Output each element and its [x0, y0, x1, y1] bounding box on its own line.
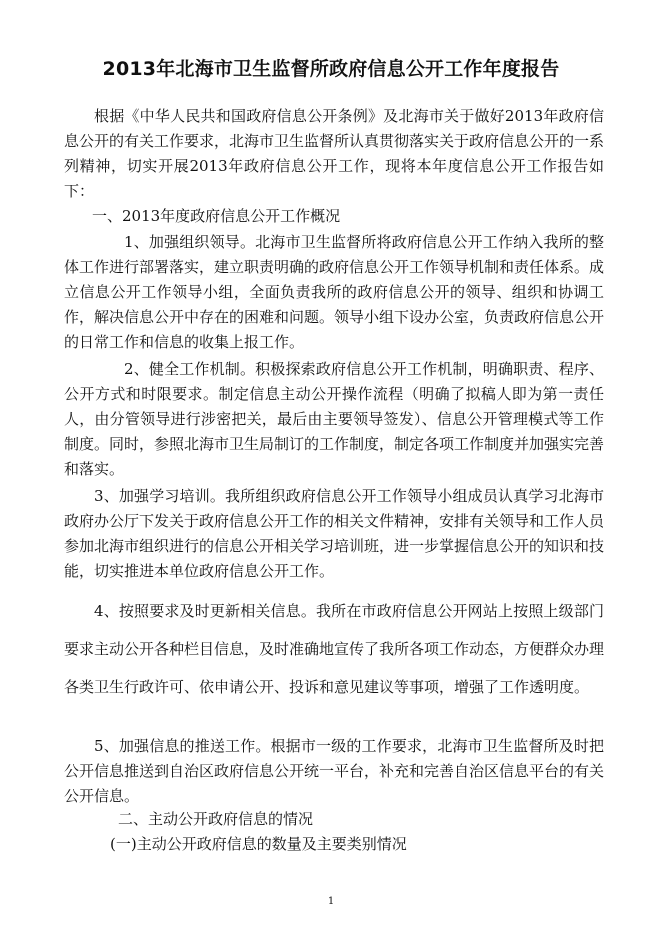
intro-paragraph: 根据《中华人民共和国政府信息公开条例》及北海市关于做好2013年政府信息公开的有关工作要求，北海市卫生监督所认真贯彻落实关于政府信息公开的一系列精神，切实开展2013年政府信息公开工作，现将本年度信息公开工作报告如下：: [64, 107, 605, 200]
item-work-mechanism: 2、健全工作机制。积极探索政府信息公开工作机制，明确职责、程序、公开方式和时限要求。制定信息主动公开操作流程（明确了拟稿人即为第一责任人，由分管领导进行涉密把关，最后由主要领导签发）、信息公开管理模式等工作制度。同时，参照北海市卫生局制订的工作制度，制定各项工作制度并加强实完善和落实。: [64, 360, 605, 478]
item-update-information: 4、按照要求及时更新相关信息。我所在市政府信息公开网站上按照上级部门要求主动公开各种栏目信息，及时准确地宣传了我所各项工作动态，方便群众办理各类卫生行政许可、依申请公开、投诉和意见建议等事项，增强了工作透明度。: [64, 602, 605, 696]
subsection-heading-quantity-categories: (一)主动公开政府信息的数量及主要类别情况: [110, 835, 407, 853]
item-study-training: 3、加强学习培训。我所组织政府信息公开工作领导小组成员认真学习北海市政府办公厅下发关于政府信息公开工作的相关文件精神，安排有关领导和工作人员参加北海市组织进行的信息公开相关学习培训班，进一步掌握信息公开的知识和技能，切实推进本单位政府信息公开工作。: [64, 487, 605, 580]
item-organization-leadership: 1、加强组织领导。北海市卫生监督所将政府信息公开工作纳入我所的整体工作进行部署落实，建立职责明确的政府信息公开工作领导机制和责任体系。成立信息公开工作领导小组，全面负责我所的政府信息公开的领导、组织和协调工作，解决信息公开中存在的困难和问题。领导小组下设办公室，负责政府信息公开的日常工作和信息的收集上报工作。: [64, 233, 605, 351]
section-heading-overview: 一、2013年度政府信息公开工作概况: [92, 207, 341, 225]
document-title: 2013年北海市卫生监督所政府信息公开工作年度报告: [102, 58, 560, 80]
page-number: 1: [327, 896, 335, 907]
item-information-push: 5、加强信息的推送工作。根据市一级的工作要求，北海市卫生监督所及时把公开信息推送到自治区政府信息公开统一平台，补充和完善自治区信息平台的有关公开信息。: [64, 737, 605, 805]
section-heading-active-disclosure: 二、主动公开政府信息的情况: [118, 810, 314, 828]
